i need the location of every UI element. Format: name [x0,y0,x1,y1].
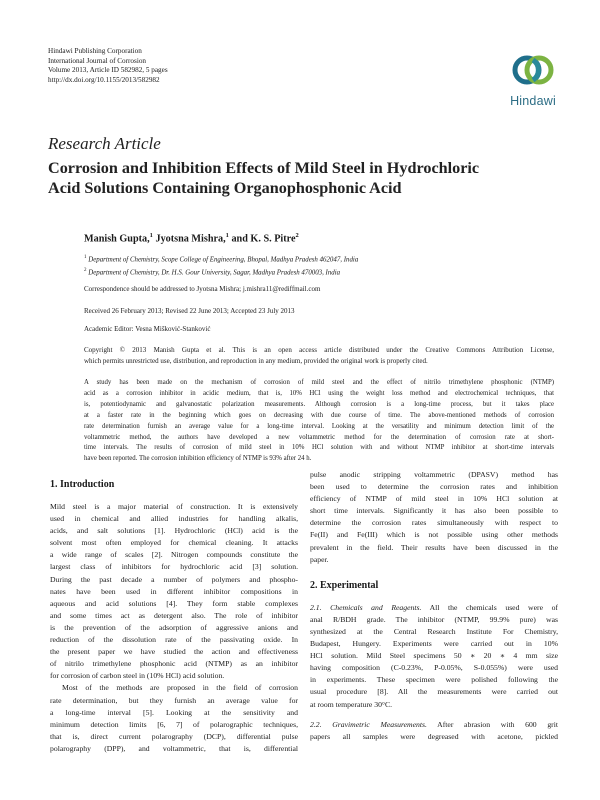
title-line: Corrosion and Inhibition Effects of Mild Steel in Hydrochloric [48,159,480,177]
body-line: paper. [310,554,329,564]
body-line: a long-time interval [5]. Looking at the sensitivity and [50,707,298,717]
body-line: that is, direct current polarography (DCP), differential pulse [50,731,298,741]
right-column [310,469,558,743]
body-line: efficiency of NTMP of mild steel in 10% HCl solution at [310,494,558,504]
body-line: acids, and salt solutions [1]. Hydrochloric (HCl) acid is the [50,526,298,536]
author-affil-marker: 1 [149,232,153,239]
body-line: in experiments. These specimen were polished following the [310,675,558,685]
body-line: the present paper we have studied the action and effectiveness [50,647,298,657]
hindawi-logo-text: Hindawi [510,94,556,108]
body-line [310,719,558,731]
abstract-line: rate determination furnish an average value for a long-time interval. Looking at the versatility and minimum detection limit of the [84,422,554,430]
abstract-line: have been reported. The corrosion inhibition efficiency of NTMP is 93% after 24 h. [84,455,312,463]
volume-info: Volume 2013, Article ID 582982, 5 pages [48,66,168,75]
author-name: Jyotsna Mishra, [155,233,226,245]
subsection-title-gravimetric: 2.2. Gravimetric Measurements. [310,719,427,729]
publisher-name: Hindawi Publishing Corporation [48,47,142,55]
body-line: and some times act as detergent also. The role of inhibitor [50,610,298,620]
intro-paragraph-2 [50,682,298,755]
affiliation [84,265,358,278]
abstract-line: time intervals. The results of corrosion of mild steel in 10% HCl solution with and without NTMP inhibitor at short-time intervals [84,444,554,452]
abstract [84,378,554,465]
article-type: Research Article [48,134,161,153]
body-line: During the past decade a number of polymers and phospho- [50,574,298,584]
body-line: anal R/BDH grade. The inhibitor (NTMP, 99.9% pure) was [310,614,558,624]
body-line: prevalent in the field. Their results have been discussed in the [310,542,558,552]
body-line: a wide range of scales [2]. Nitrogen compounds constitute the [50,550,298,560]
author-name: Manish Gupta, [84,233,150,245]
affiliation-text: Department of Chemistry, Dr. H.S. Gour University, Sagar, Madhya Pradesh 470003, India [86,269,341,277]
affiliation-text: Department of Chemistry, Scope College of Engineering, Bhopal, Madhya Pradesh 462047, India [86,256,359,264]
section-heading-experimental: 2. Experimental [310,579,379,591]
journal-name: International Journal of Corrosion [48,56,147,65]
body-line: short time intervals. Significantly it has also been possible to [310,506,558,516]
body-line: for corrosion of carbon steel in (10% HCl) acid solution. [50,671,225,681]
copyright-line: which permits unrestricted use, distribution, and reproduction in any medium, provided the original work is properly cited. [84,357,428,365]
left-column [50,469,298,755]
body-line: aqueous and acid solutions [4]. They form stable complexes [50,598,298,608]
subsection-gravimetric [310,719,558,743]
author-affil-marker: 2 [295,232,299,239]
body-line: nates have been used in different inhibitor compositions in [50,586,298,596]
body-line: papers all samples were degreased with acetone, pickled [310,731,558,741]
section-heading-introduction: 1. Introduction [50,479,115,490]
body-line: polarography (DPP), and voltammetric, that is, differential [50,743,298,753]
body-line: reduction of the dissolution rate of the passivating oxide. In [50,635,298,645]
body-line: Mild steel is a major material of construction. It is extensively [50,502,298,511]
body-line: usual procedure [8]. All the measurements were carried out [310,687,558,697]
intro-paragraph-1 [50,501,298,682]
affiliation-marker: 1 [84,255,87,260]
body-line: pulse anodic stripping voltammetric (DPASV) method has [310,470,558,479]
affiliation [84,252,358,265]
body-line: minimum detection limits [6, 7] of polarographic techniques, [50,719,298,729]
intro-paragraph-2-continued [310,469,558,566]
body-line: synthesized at the Central Research Institute For Chemistry, [310,626,558,636]
abstract-line: A study has been made on the mechanism of corrosion of mild steel and the effect of nitrilo trimethylene phosphonic (NTMP) [84,379,554,386]
body-line: Budapest, Hungery. Experiments were carried out in 10% [310,639,558,649]
received-dates: Received 26 February 2013; Revised 22 June 2013; Accepted 23 July 2013 [84,307,295,315]
body-line: Most of the methods are proposed in the field of corrosion [62,683,298,693]
academic-editor: Academic Editor: Vesna Mišković-Stanković [84,325,211,333]
body-line: largest class of inhibitors for hydrochloric acid [3] solution. [50,562,298,572]
title-line: Acid Solutions Containing Organophosphonic Acid [48,179,402,197]
body-text: After abrasion with 600 grit [426,719,558,729]
abstract-line: at a faster rate in the beginning which goes on decreasing with due course of time. The above-mentioned methods of corrosion [84,411,554,419]
body-line: determine the corrosion rates simultaneously with respect to [310,518,558,528]
body-line: been used to determine the corrosion rates and inhibition [310,482,558,492]
body-line: HCl solution. Mild Steel specimens 50 ∗ 20 ∗ 4 mm size [310,651,558,661]
abstract-line: is, potentiodynamic and galvanostatic polarization measurements. Although corrosion is a long-time process, but it takes place [84,400,554,408]
abstract-line: voltammetric method, the authors have developed a new voltammetric method for the determination of corrosion rate at short- [84,433,554,441]
body-line: having composition (C-0.23%, P-0.05%, S-0.055%) were used [310,663,558,673]
copyright-notice [84,345,554,367]
journal-info [48,47,168,85]
doi-link[interactable]: http://dx.doi.org/10.1155/2013/582982 [48,75,160,84]
body-line: is the prevention of the adsorption of aggressive anions and [50,622,298,632]
correspondence: Correspondence should be addressed to Jyotsna Mishra; j.mishra11@rediffmail.com [84,285,321,293]
body-line: at room temperature 30°C. [310,699,393,709]
affiliation-marker: 2 [84,268,87,274]
article-title [48,158,568,198]
author-affil-marker: 1 [225,232,229,239]
body-line: rate determination, but they furnish an average value for [50,695,298,705]
subsection-title-chemicals: 2.1. Chemicals and Reagents. [310,602,422,612]
body-line: used in chemical and allied industries for handling alkalis, [50,514,298,524]
body-line: Fe(II) and Fe(III) which is not possible using other methods [310,530,558,540]
body-text: All the chemicals used were of [421,602,558,612]
body-line: of nitrilo trimethylene phosphonic acid (NTMP) as an inhibitor [50,659,298,669]
abstract-line: acid as a corrosion inhibitor in acidic medium, that is, 10% HCl using the weight loss method and electrochemical techniques, that [84,389,554,397]
body-line [310,602,558,614]
affiliations [84,252,358,279]
subsection-chemicals [310,602,558,711]
copyright-line: Copyright © 2013 Manish Gupta et al. This is an open access article distributed under the Creative Commons Attribution License, [84,346,554,354]
author-name: and K. S. Pitre [231,233,296,245]
body-line: solvent most often employed for chemical cleaning. It attacks [50,538,298,548]
author-list [84,232,299,244]
